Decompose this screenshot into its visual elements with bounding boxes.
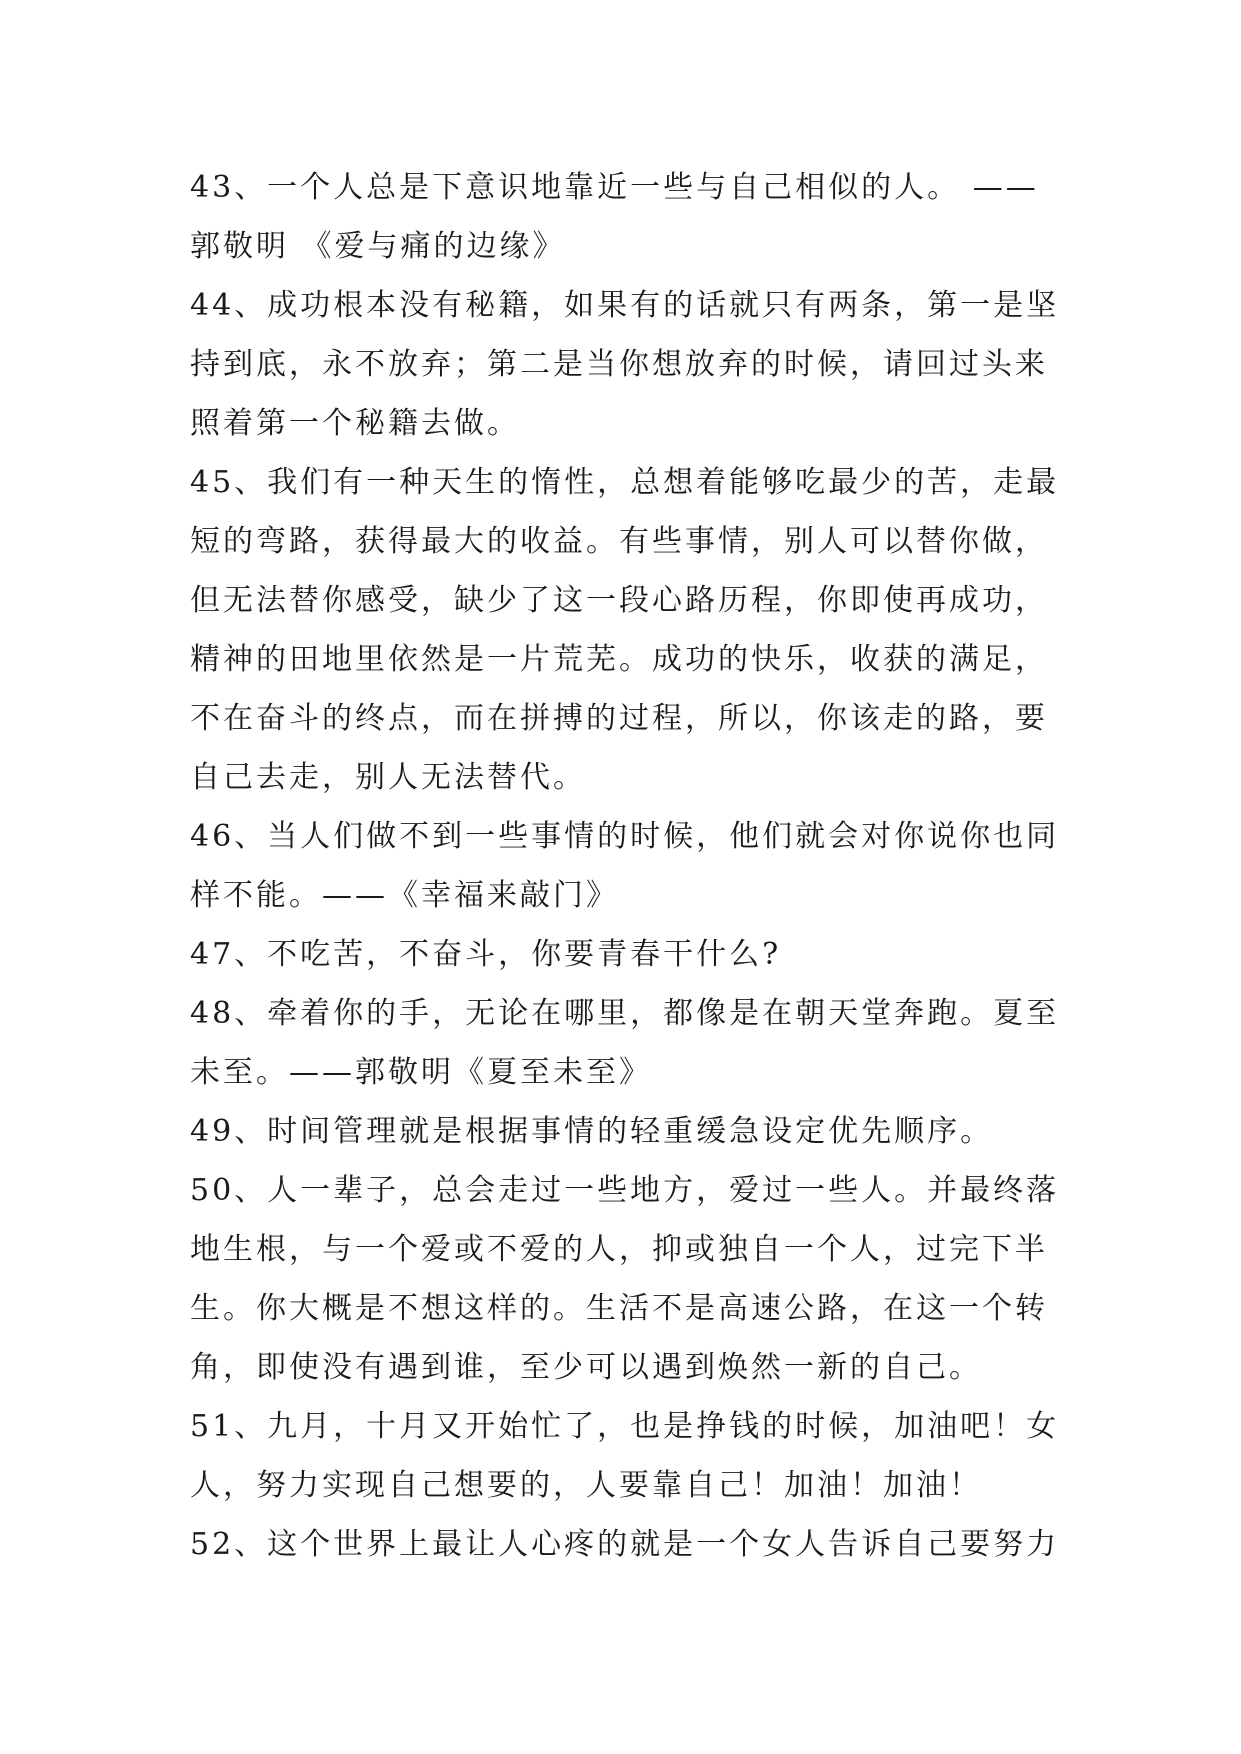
paragraph-46: 46、当人们做不到一些事情的时候，他们就会对你说你也同样不能。——《幸福来敲门》 — [190, 819, 1060, 913]
paragraph-47: 47、不吃苦，不奋斗，你要青春干什么? — [190, 937, 782, 972]
paragraph-49: 49、时间管理就是根据事情的轻重缓急设定优先顺序。 — [190, 1114, 994, 1149]
paragraph-45: 45、我们有一种天生的惰性，总想着能够吃最少的苦，走最短的弯路，获得最大的收益。有些事情，别人可以替你做，但无法替你感受，缺少了这一段心路历程，你即使再成功，精神的田地里依然是一片荒芜。成功的快乐，收获的满足，不在奋斗的终点，而在拼搏的过程，所以，你该走的路，要自己去走，别人无法替代。 — [190, 465, 1060, 795]
paragraph-48: 48、牵着你的手，无论在哪里，都像是在朝天堂奔跑。夏至未至。——郭敬明《夏至未至》 — [190, 996, 1060, 1090]
paragraph-51: 51、九月，十月又开始忙了，也是挣钱的时候，加油吧！女人，努力实现自己想要的，人要靠自己！加油！加油！ — [190, 1409, 1060, 1503]
document-body — [190, 158, 1070, 1574]
paragraph-50: 50、人一辈子，总会走过一些地方，爱过一些人。并最终落地生根，与一个爱或不爱的人，抑或独自一个人，过完下半生。你大概是不想这样的。生活不是高速公路，在这一个转角，即使没有遇到谁，至少可以遇到焕然一新的自己。 — [190, 1173, 1060, 1385]
paragraph-52: 52、这个世界上最让人心疼的就是一个女人告诉自己要努力 — [190, 1527, 1060, 1562]
paragraph-43: 43、一个人总是下意识地靠近一些与自己相似的人。 ——郭敬明 《爱与痛的边缘》 — [190, 170, 1039, 264]
paragraph-44: 44、成功根本没有秘籍，如果有的话就只有两条，第一是坚持到底，永不放弃；第二是当你想放弃的时候，请回过头来照着第一个秘籍去做。 — [190, 288, 1060, 441]
